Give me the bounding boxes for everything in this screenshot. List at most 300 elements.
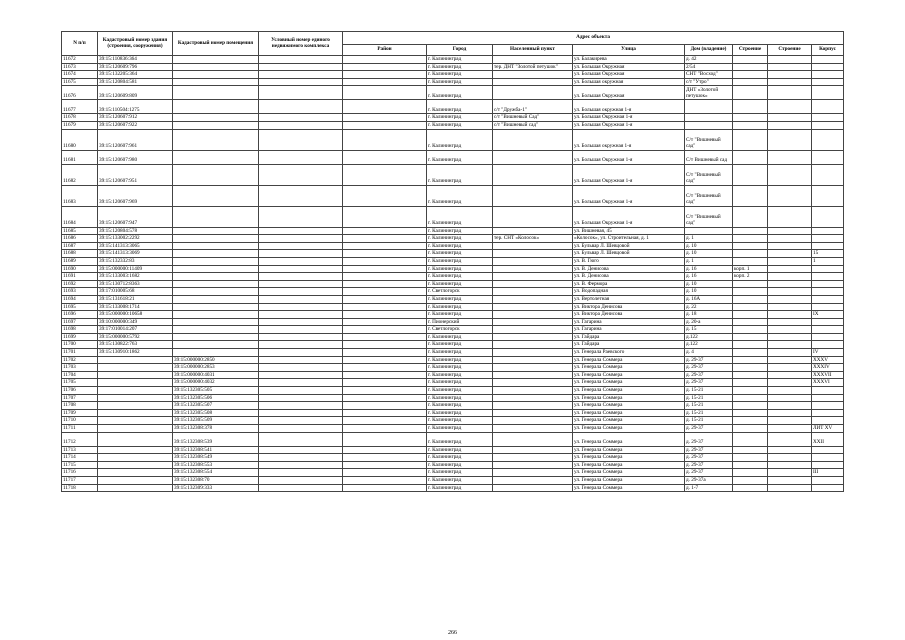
cell-building: [733, 257, 768, 265]
table-row: [62, 150, 844, 164]
cell-street: ул. Генерала Соммера: [573, 454, 685, 462]
cell-street: ул. Большая Окружная: [573, 63, 685, 71]
cell-city: г. Калининград: [427, 371, 493, 379]
cell-block: [812, 78, 844, 86]
cell-house: д. 22: [685, 303, 733, 311]
cell-building: [733, 454, 768, 462]
cell-street: ул. В. Денисова: [573, 265, 685, 273]
cell-settlement: [493, 273, 573, 281]
cell-city: г. Калининград: [427, 356, 493, 364]
cell-block: [812, 402, 844, 410]
cell-district: [343, 394, 427, 402]
cell-city: г. Калининград: [427, 341, 493, 349]
cell-city: г. Калининград: [427, 417, 493, 425]
cell-conditional-number: [259, 250, 343, 258]
cell-street: ул. Большая Окружная 1-я: [573, 164, 685, 185]
cell-house: д. 10: [685, 288, 733, 296]
cell-cadastral-room: 39:15:132309:333: [173, 484, 259, 492]
cell-settlement: [493, 409, 573, 417]
cell-block: [812, 333, 844, 341]
cell-conditional-number: [259, 150, 343, 164]
cell-structure: [768, 185, 812, 206]
cell-house: д. 20-а: [685, 318, 733, 326]
cell-conditional-number: [259, 409, 343, 417]
cell-structure: [768, 371, 812, 379]
cell-cadastral-building: [98, 402, 173, 410]
cell-city: г. Калининград: [427, 461, 493, 469]
cell-settlement: [493, 425, 573, 433]
table-row: [62, 461, 844, 469]
cell-conditional-number: [259, 114, 343, 122]
cell-conditional-number: [259, 341, 343, 349]
cell-district: [343, 356, 427, 364]
cell-num: 11679: [62, 121, 98, 129]
cell-street: ул. Генерала Соммера: [573, 409, 685, 417]
cell-block: IX: [812, 311, 844, 319]
cell-house: д. 15: [685, 326, 733, 334]
cell-num: 11675: [62, 78, 98, 86]
cell-house: д. 15-21: [685, 402, 733, 410]
cell-settlement: [493, 446, 573, 454]
cell-cadastral-building: [98, 454, 173, 462]
table-row: [62, 425, 844, 433]
cell-num: 11689: [62, 257, 98, 265]
cell-num: 11711: [62, 425, 98, 433]
cell-num: 11708: [62, 402, 98, 410]
cell-num: 11713: [62, 446, 98, 454]
header-cadastral-building: Кадастровый номер здания (строения, сооружения): [98, 32, 173, 56]
cell-settlement: [493, 326, 573, 334]
cell-settlement: [493, 56, 573, 64]
cell-street: ул. Генерала Соммера: [573, 387, 685, 395]
table-row: [62, 257, 844, 265]
cell-structure: [768, 235, 812, 243]
cell-num: 11699: [62, 333, 98, 341]
cell-conditional-number: [259, 461, 343, 469]
cell-cadastral-room: [173, 78, 259, 86]
cell-city: г. Калининград: [427, 273, 493, 281]
table-row: [62, 86, 844, 100]
cell-num: 11692: [62, 280, 98, 288]
cell-cadastral-room: [173, 333, 259, 341]
cell-cadastral-building: [98, 425, 173, 433]
cell-settlement: [493, 432, 573, 446]
cell-cadastral-building: 39:15:132205:364: [98, 71, 173, 79]
cell-house: д. 10: [685, 242, 733, 250]
cell-settlement: [493, 150, 573, 164]
cell-building: [733, 364, 768, 372]
cell-city: г. Калининград: [427, 114, 493, 122]
cell-city: г. Калининград: [427, 235, 493, 243]
table-row: [62, 349, 844, 357]
cell-house: д. 29-37: [685, 371, 733, 379]
cell-building: [733, 469, 768, 477]
cell-block: 1: [812, 257, 844, 265]
cell-building: [733, 206, 768, 227]
cell-conditional-number: [259, 303, 343, 311]
cell-house: С/т Вишневый сад: [685, 150, 733, 164]
cell-num: 11672: [62, 56, 98, 64]
cell-city: г. Калининград: [427, 185, 493, 206]
table-row: [62, 242, 844, 250]
table-row: [62, 288, 844, 296]
cell-house: С/т "Вишневый сад": [685, 164, 733, 185]
cell-street: ул. Вишневая, 45: [573, 227, 685, 235]
cell-city: г. Калининград: [427, 56, 493, 64]
cell-settlement: [493, 417, 573, 425]
cell-structure: [768, 71, 812, 79]
cell-street: ул. Большая окружная: [573, 78, 685, 86]
cell-structure: [768, 409, 812, 417]
cell-num: 11714: [62, 454, 98, 462]
cell-street: ул. Генерала Соммера: [573, 379, 685, 387]
cell-conditional-number: [259, 273, 343, 281]
cell-house: д. 29-37: [685, 379, 733, 387]
cell-conditional-number: [259, 56, 343, 64]
cell-city: г. Калининград: [427, 379, 493, 387]
cell-block: [812, 114, 844, 122]
cell-street: ул. Бульвар Л. Шевцовой: [573, 250, 685, 258]
cell-house: С/т "Вишневый сад": [685, 185, 733, 206]
cell-cadastral-room: 39:15:132305:506: [173, 394, 259, 402]
cell-cadastral-building: [98, 379, 173, 387]
cell-cadastral-building: 39:15:110836:364: [98, 56, 173, 64]
cell-structure: [768, 164, 812, 185]
table-body: [62, 56, 844, 492]
cell-structure: [768, 227, 812, 235]
cell-cadastral-building: 39:15:120607:912: [98, 114, 173, 122]
cell-house: д. 29-37а: [685, 476, 733, 484]
table-row: [62, 121, 844, 129]
cell-num: 11712: [62, 432, 98, 446]
cell-city: г. Калининград: [427, 63, 493, 71]
table-row: [62, 379, 844, 387]
cell-num: 11718: [62, 484, 98, 492]
cell-city: г. Калининград: [427, 129, 493, 150]
cell-district: [343, 454, 427, 462]
cell-cadastral-room: 39:15:132308:539: [173, 432, 259, 446]
cell-street: «Колосок», ул. Строительная, д. 1: [573, 235, 685, 243]
table-row: [62, 303, 844, 311]
cell-district: [343, 409, 427, 417]
cell-street: ул. Генерала Соммера: [573, 394, 685, 402]
cell-building: [733, 303, 768, 311]
cell-num: 11673: [62, 63, 98, 71]
cell-structure: [768, 469, 812, 477]
cell-conditional-number: [259, 100, 343, 114]
cell-cadastral-room: 39:15:000000:4032: [173, 379, 259, 387]
cell-cadastral-room: [173, 227, 259, 235]
cell-conditional-number: [259, 394, 343, 402]
cell-num: 11696: [62, 311, 98, 319]
cell-num: 11693: [62, 288, 98, 296]
cell-num: 11695: [62, 303, 98, 311]
cell-cadastral-room: [173, 63, 259, 71]
cell-conditional-number: [259, 63, 343, 71]
cell-building: [733, 311, 768, 319]
cell-conditional-number: [259, 454, 343, 462]
cell-block: [812, 150, 844, 164]
cell-block: [812, 394, 844, 402]
cell-street: ул. Генерала Соммера: [573, 476, 685, 484]
cell-cadastral-room: [173, 295, 259, 303]
cell-block: [812, 280, 844, 288]
table-row: [62, 227, 844, 235]
cell-settlement: с/т "Вишневый сад": [493, 121, 573, 129]
cell-block: [812, 446, 844, 454]
cell-building: корп. 2: [733, 273, 768, 281]
cell-district: [343, 417, 427, 425]
cell-structure: [768, 326, 812, 334]
cell-structure: [768, 425, 812, 433]
cell-structure: [768, 484, 812, 492]
cell-house: д.122: [685, 333, 733, 341]
cell-house: д. 15-21: [685, 394, 733, 402]
cell-district: [343, 257, 427, 265]
cell-house: д. 16А: [685, 295, 733, 303]
cell-cadastral-building: 39:15:000000:10658: [98, 311, 173, 319]
cell-settlement: [493, 394, 573, 402]
cell-block: [812, 71, 844, 79]
cell-building: [733, 129, 768, 150]
cell-building: [733, 100, 768, 114]
cell-cadastral-room: [173, 114, 259, 122]
cell-settlement: [493, 303, 573, 311]
cell-district: [343, 206, 427, 227]
cell-cadastral-room: [173, 273, 259, 281]
cell-house: [685, 114, 733, 122]
cell-conditional-number: [259, 425, 343, 433]
header-city: Город: [427, 45, 493, 56]
cell-structure: [768, 402, 812, 410]
cell-cadastral-building: [98, 446, 173, 454]
cell-house: д. 16: [685, 265, 733, 273]
cell-building: [733, 476, 768, 484]
cell-house: С/т "Вишневый сад": [685, 129, 733, 150]
cell-conditional-number: [259, 318, 343, 326]
cell-block: [812, 417, 844, 425]
cell-structure: [768, 387, 812, 395]
cell-house: д. 29-37: [685, 446, 733, 454]
cell-cadastral-room: 39:15:132305:507: [173, 402, 259, 410]
cell-block: [812, 461, 844, 469]
cell-house: 2/54: [685, 63, 733, 71]
cell-conditional-number: [259, 364, 343, 372]
cell-house: д. 42: [685, 56, 733, 64]
cell-block: [812, 318, 844, 326]
table-row: [62, 295, 844, 303]
cell-num: 11717: [62, 476, 98, 484]
cell-block: IV: [812, 349, 844, 357]
cell-block: [812, 265, 844, 273]
cell-city: г. Калининград: [427, 402, 493, 410]
table-row: [62, 318, 844, 326]
cell-cadastral-room: [173, 311, 259, 319]
cell-building: [733, 417, 768, 425]
cell-settlement: [493, 78, 573, 86]
cell-house: д. 16: [685, 273, 733, 281]
cell-house: СНТ "Восход": [685, 71, 733, 79]
cell-building: [733, 63, 768, 71]
cell-block: [812, 100, 844, 114]
cell-building: [733, 461, 768, 469]
cell-num: 11709: [62, 409, 98, 417]
cell-num: 11704: [62, 371, 98, 379]
cell-street: ул. Большая Окружная 1-я: [573, 185, 685, 206]
cell-conditional-number: [259, 257, 343, 265]
cell-structure: [768, 78, 812, 86]
cell-district: [343, 484, 427, 492]
cell-settlement: [493, 356, 573, 364]
cell-house: С/т "Вишневый сад": [685, 206, 733, 227]
table-row: [62, 476, 844, 484]
cell-num: 11682: [62, 164, 98, 185]
cell-cadastral-room: [173, 250, 259, 258]
cell-cadastral-room: 39:15:132308:549: [173, 454, 259, 462]
cell-block: [812, 185, 844, 206]
cell-num: 11678: [62, 114, 98, 122]
cell-settlement: [493, 164, 573, 185]
cell-building: [733, 333, 768, 341]
cell-district: [343, 63, 427, 71]
cell-conditional-number: [259, 371, 343, 379]
table-row: [62, 341, 844, 349]
table-row: [62, 432, 844, 446]
cell-num: 11685: [62, 227, 98, 235]
cell-block: 15: [812, 250, 844, 258]
cell-house: д. 29-37: [685, 425, 733, 433]
cell-settlement: [493, 227, 573, 235]
cell-city: г. Калининград: [427, 364, 493, 372]
cell-settlement: [493, 341, 573, 349]
cell-conditional-number: [259, 185, 343, 206]
cell-city: г. Калининград: [427, 432, 493, 446]
cell-cadastral-building: [98, 394, 173, 402]
cell-cadastral-building: 39:15:132332:83: [98, 257, 173, 265]
cell-district: [343, 78, 427, 86]
cell-structure: [768, 349, 812, 357]
cell-cadastral-room: 39:15:132308:378: [173, 425, 259, 433]
cell-settlement: [493, 318, 573, 326]
cell-structure: [768, 250, 812, 258]
cell-cadastral-room: [173, 71, 259, 79]
cell-city: г. Калининград: [427, 242, 493, 250]
table-row: [62, 311, 844, 319]
cell-cadastral-room: [173, 288, 259, 296]
cell-num: 11703: [62, 364, 98, 372]
cell-building: корп. 1: [733, 265, 768, 273]
cell-num: 11684: [62, 206, 98, 227]
cell-district: [343, 164, 427, 185]
cell-num: 11676: [62, 86, 98, 100]
cell-street: ул. В. Денисова: [573, 273, 685, 281]
cell-structure: [768, 114, 812, 122]
table-row: [62, 333, 844, 341]
table-row: [62, 206, 844, 227]
cell-cadastral-room: 39:15:132305:509: [173, 417, 259, 425]
cell-block: [812, 476, 844, 484]
cell-building: [733, 295, 768, 303]
cell-cadastral-building: [98, 461, 173, 469]
header-num: N п/п: [62, 32, 98, 56]
cell-cadastral-room: 39:15:132308:70: [173, 476, 259, 484]
cell-city: г. Калининград: [427, 409, 493, 417]
cell-building: [733, 371, 768, 379]
cell-conditional-number: [259, 295, 343, 303]
cell-block: [812, 242, 844, 250]
cell-cadastral-room: 39:15:132305:508: [173, 409, 259, 417]
cell-cadastral-room: 39:15:000000:2853: [173, 364, 259, 372]
cell-cadastral-room: [173, 265, 259, 273]
table-row: [62, 114, 844, 122]
cell-structure: [768, 242, 812, 250]
cell-cadastral-building: 39:15:120804:578: [98, 227, 173, 235]
cell-settlement: [493, 402, 573, 410]
cell-district: [343, 461, 427, 469]
cell-cadastral-room: [173, 100, 259, 114]
cell-street: ул. Гагарина: [573, 318, 685, 326]
table-row: [62, 394, 844, 402]
cell-settlement: [493, 333, 573, 341]
cell-cadastral-building: 39:15:120609:796: [98, 63, 173, 71]
cell-house: [685, 100, 733, 114]
cell-settlement: [493, 454, 573, 462]
cell-district: [343, 341, 427, 349]
table-row: [62, 129, 844, 150]
cell-num: 11697: [62, 318, 98, 326]
cell-settlement: [493, 86, 573, 100]
cell-street: ул. Водопадная: [573, 288, 685, 296]
cell-structure: [768, 100, 812, 114]
cell-block: [812, 484, 844, 492]
cell-conditional-number: [259, 129, 343, 150]
cell-block: [812, 227, 844, 235]
cell-settlement: [493, 364, 573, 372]
header-block: Корпус: [812, 45, 844, 56]
cell-block: [812, 303, 844, 311]
cell-cadastral-building: 39:17:010014:207: [98, 326, 173, 334]
cell-district: [343, 311, 427, 319]
cell-city: г. Калининград: [427, 257, 493, 265]
cell-block: [812, 121, 844, 129]
cell-settlement: [493, 469, 573, 477]
cell-block: [812, 129, 844, 150]
table-row: [62, 356, 844, 364]
table-row: [62, 387, 844, 395]
table-row: [62, 185, 844, 206]
cell-street: ул. В. Фермора: [573, 280, 685, 288]
cell-district: [343, 280, 427, 288]
cell-conditional-number: [259, 78, 343, 86]
cell-block: ЛИТ XV: [812, 425, 844, 433]
cell-city: г. Калининград: [427, 394, 493, 402]
cell-structure: [768, 379, 812, 387]
table-row: [62, 469, 844, 477]
cell-house: д. 1: [685, 257, 733, 265]
cell-conditional-number: [259, 242, 343, 250]
cell-cadastral-building: [98, 371, 173, 379]
cell-structure: [768, 295, 812, 303]
cell-district: [343, 387, 427, 395]
cell-street: ул. Генерала Соммера: [573, 417, 685, 425]
cell-cadastral-building: 39:15:120607:980: [98, 150, 173, 164]
cell-district: [343, 349, 427, 357]
cell-cadastral-building: 39:15:141313:3065: [98, 242, 173, 250]
cell-structure: [768, 265, 812, 273]
cell-structure: [768, 273, 812, 281]
cell-city: г. Светлогорск: [427, 288, 493, 296]
cell-settlement: [493, 242, 573, 250]
